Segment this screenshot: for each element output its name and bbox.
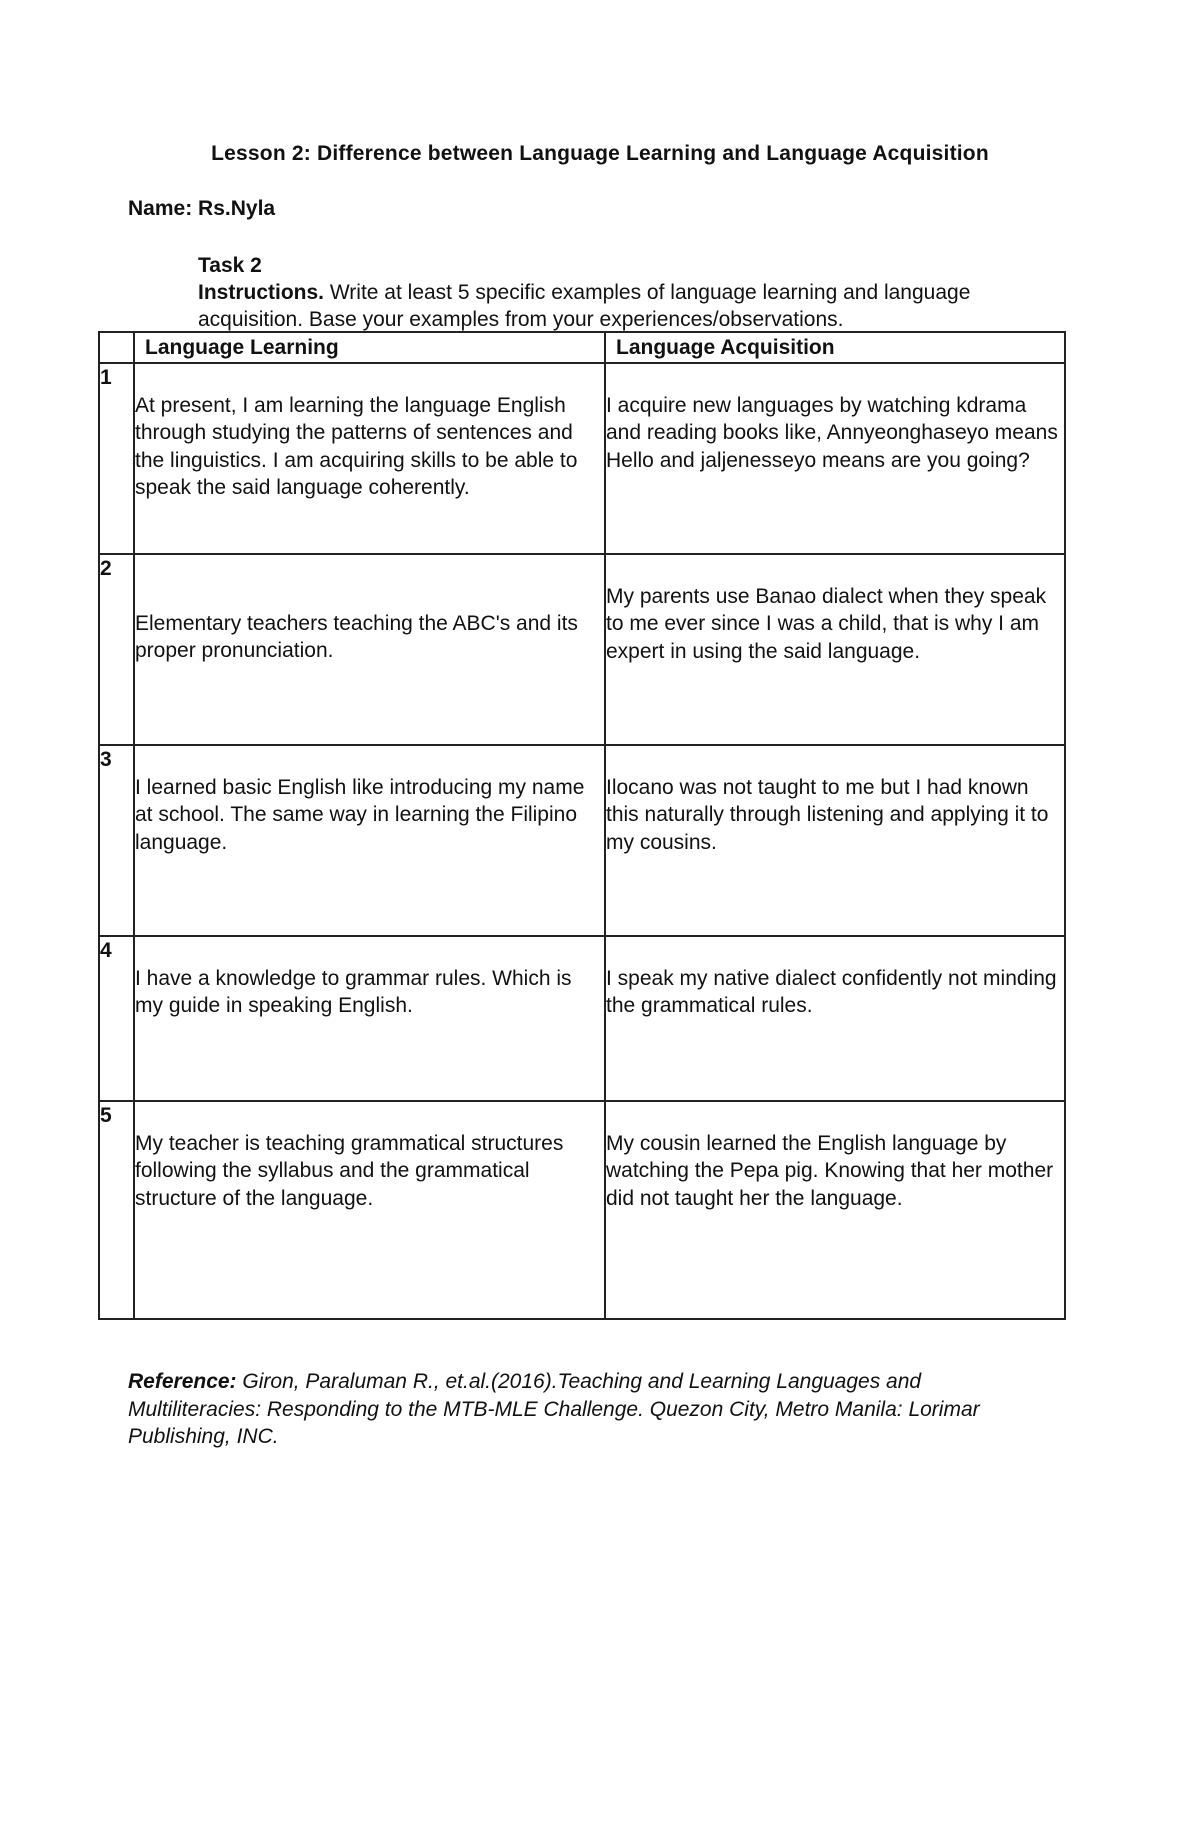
acquisition-cell — [605, 363, 1065, 554]
learning-cell — [134, 745, 605, 936]
task-block — [198, 252, 1078, 333]
learning-text: Elementary teachers teaching the ABC's and its proper pronunciation. — [135, 611, 578, 662]
learning-cell — [134, 554, 605, 745]
learning-cell — [134, 1101, 605, 1319]
table-row — [99, 554, 1065, 745]
student-name-line — [128, 197, 275, 221]
learning-text: I have a knowledge to grammar rules. Which is my guide in speaking English. — [135, 966, 572, 1017]
table-row — [99, 1101, 1065, 1319]
task-instructions — [198, 279, 1078, 333]
learning-text: At present, I am learning the language English through studying the patterns of sentences and the linguistics. I am acquiring skills to be able to speak the said language coherently. — [135, 393, 578, 499]
learning-cell — [134, 363, 605, 554]
task-title: Task 2 — [198, 254, 262, 277]
acquisition-cell — [605, 1101, 1065, 1319]
learning-text: I learned basic English like introducing my name at school. The same way in learning the Filipino language. — [135, 775, 585, 854]
table-row — [99, 936, 1065, 1101]
acquisition-text: My parents use Banao dialect when they speak to me ever since I was a child, that is why I am expert in using the said language. — [606, 584, 1047, 663]
acquisition-cell — [605, 554, 1065, 745]
acquisition-text: Ilocano was not taught to me but I had known this naturally through listening and applying it to my cousins. — [606, 775, 1049, 854]
row-number: 2 — [99, 554, 134, 745]
table-header-row — [99, 332, 1065, 363]
row-number: 4 — [99, 936, 134, 1101]
table-row — [99, 745, 1065, 936]
name-value: Rs.Nyla — [198, 197, 276, 220]
reference-label: Reference: — [128, 1370, 237, 1393]
acquisition-text: I speak my native dialect confidently not minding the grammatical rules. — [606, 966, 1057, 1017]
learning-cell — [134, 936, 605, 1101]
header-number — [99, 332, 134, 363]
header-language-learning: Language Learning — [134, 332, 605, 363]
document-title: Lesson 2: Difference between Language Learning and Language Acquisition — [211, 142, 989, 165]
row-number: 5 — [99, 1101, 134, 1319]
acquisition-cell — [605, 745, 1065, 936]
row-number: 3 — [99, 745, 134, 936]
acquisition-text: My cousin learned the English language by watching the Pepa pig. Knowing that her mother did not taught her the language. — [606, 1131, 1054, 1210]
reference-text: Giron, Paraluman R., et.al.(2016).Teaching and Learning Languages and Multiliteracies: Responding to the MTB-MLE Challenge. Quezon City, Metro Manila: Lorimar Publishing, INC. — [128, 1370, 980, 1448]
reference — [128, 1368, 1048, 1451]
examples-table — [98, 331, 1066, 1320]
table-row — [99, 363, 1065, 554]
learning-text: My teacher is teaching grammatical structures following the syllabus and the grammatical structure of the language. — [135, 1131, 564, 1210]
name-label: Name: — [128, 197, 193, 220]
acquisition-text: I acquire new languages by watching kdrama and reading books like, Annyeonghaseyo means Hello and jaljenesseyo means are you going? — [606, 393, 1058, 472]
acquisition-cell — [605, 936, 1065, 1101]
header-language-acquisition: Language Acquisition — [605, 332, 1065, 363]
instructions-label: Instructions. — [198, 281, 325, 304]
row-number: 1 — [99, 363, 134, 554]
instructions-text: Write at least 5 specific examples of language learning and language acquisition. Base your examples from your experiences/observations. — [198, 281, 971, 331]
